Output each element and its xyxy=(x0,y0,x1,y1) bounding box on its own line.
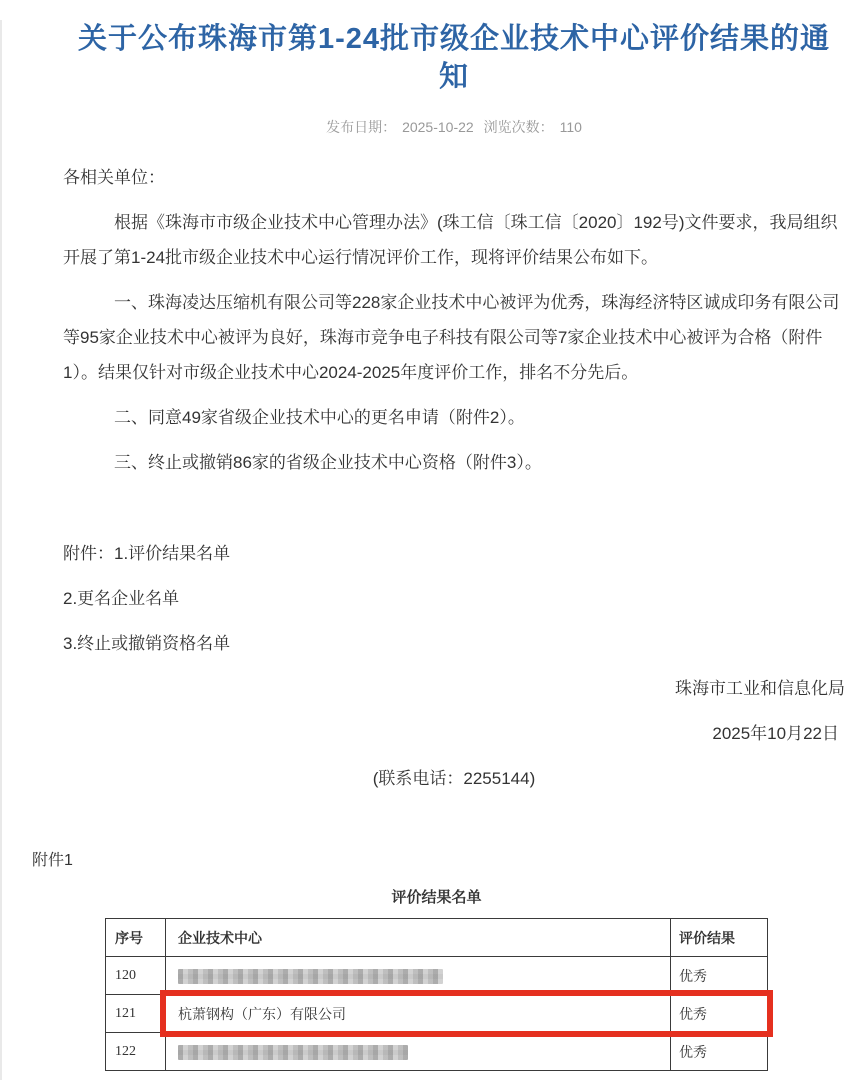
redaction-mosaic xyxy=(178,969,443,984)
table-row xyxy=(106,957,768,995)
cell-name xyxy=(166,957,671,995)
attachment-list-item-1: 附件：1.评价结果名单 xyxy=(63,544,231,563)
table-row xyxy=(106,995,768,1033)
signature-org: 珠海市工业和信息化局 xyxy=(675,679,845,698)
cell-result: 优秀 xyxy=(671,957,768,995)
notice-content xyxy=(0,20,868,1071)
publish-date-label: 发布日期： xyxy=(326,119,397,135)
attachment1-section xyxy=(32,850,845,1071)
results-table-wrap xyxy=(105,888,768,1071)
header-cell-no: 序号 xyxy=(106,919,166,957)
header-cell-result: 评价结果 xyxy=(671,919,768,957)
cell-name: 杭萧钢构（广东）有限公司 xyxy=(166,995,671,1033)
cell-no: 120 xyxy=(106,957,166,995)
table-row xyxy=(106,1033,768,1071)
attachment-list-item-2: 2.更名企业名单 xyxy=(63,589,180,608)
cell-name xyxy=(166,1033,671,1071)
table-title: 评价结果名单 xyxy=(391,889,482,906)
results-table-box xyxy=(105,918,768,1071)
views-count: 110 xyxy=(559,119,582,135)
cell-no: 122 xyxy=(106,1033,166,1071)
signature-date: 2025年10月22日 xyxy=(712,724,839,743)
notice-body xyxy=(63,160,845,796)
notice-page xyxy=(0,20,868,1080)
attachment-list xyxy=(63,536,845,661)
salutation: 各相关单位： xyxy=(63,168,165,187)
views-label: 浏览次数： xyxy=(483,119,554,135)
cell-result: 优秀 xyxy=(671,995,768,1033)
attachment1-label: 附件1 xyxy=(32,852,73,869)
table-body xyxy=(106,957,768,1071)
paragraph-basis: 根据《珠海市市级企业技术中心管理办法》(珠工信〔珠工信〔2020〕192号)文件要求，我局组织开展了第1-24批市级企业技术中心运行情况评价工作，现将评价结果公布如下。 xyxy=(63,213,838,267)
publish-date-value: 2025-10-22 xyxy=(402,119,474,135)
header-cell-name: 企业技术中心 xyxy=(166,919,671,957)
page-left-edge-strip xyxy=(0,20,2,1080)
paragraph-item-1: 一、珠海凌达压缩机有限公司等228家企业技术中心被评为优秀，珠海经济特区诚成印务有限公司等95家企业技术中心被评为良好，珠海市竞争电子科技有限公司等7家企业技术中心被评为合格（附件1）。结果仅针对市级企业技术中心2024-2025年度评价工作，排名不分先后。 xyxy=(63,293,840,382)
paragraph-item-3: 三、终止或撤销86家的省级企业技术中心资格（附件3）。 xyxy=(114,453,542,472)
paragraph-item-2: 二、同意49家省级企业技术中心的更名申请（附件2）。 xyxy=(114,408,525,427)
publish-meta xyxy=(63,119,845,135)
results-table xyxy=(105,918,768,1071)
redaction-mosaic xyxy=(178,1045,408,1060)
cell-no: 121 xyxy=(106,995,166,1033)
page-title: 关于公布珠海市第1-24批市级企业技术中心评价结果的通知 xyxy=(77,23,831,93)
attachment-list-item-3: 3.终止或撤销资格名单 xyxy=(63,634,231,653)
table-header-row xyxy=(106,919,768,957)
contact-phone: (联系电话：2255144) xyxy=(372,769,536,788)
cell-result: 优秀 xyxy=(671,1033,768,1071)
